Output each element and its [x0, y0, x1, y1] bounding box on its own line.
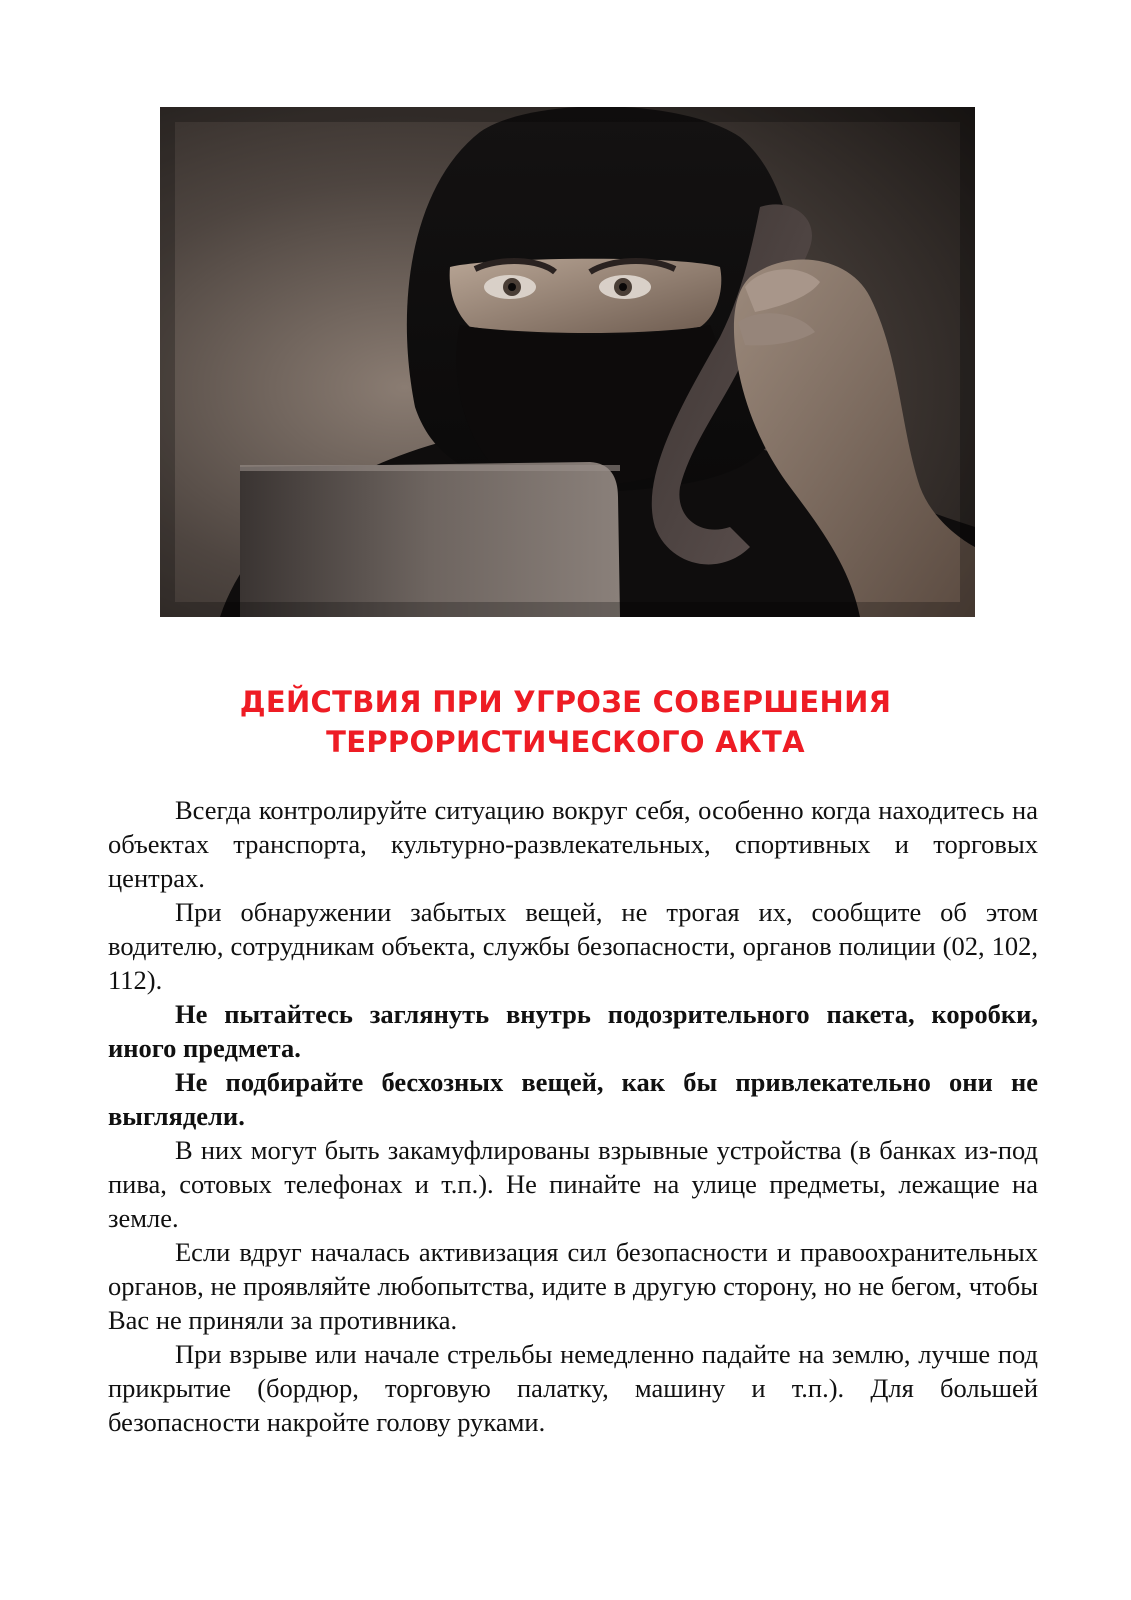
- title-line-1: ДЕЙСТВИЯ ПРИ УГРОЗЕ СОВЕРШЕНИЯ: [239, 685, 892, 719]
- masked-man-on-phone-photo: [160, 107, 975, 617]
- paragraph-security-activity: Если вдруг началась активизация сил безопасности и правоохранительных органов, не проявляйте любопытства, идите в другую сторону, но не бегом, чтобы Вас не приняли за противника.: [108, 1237, 1038, 1335]
- page-title: [0, 682, 1131, 762]
- paragraph-situation-awareness: Всегда контролируйте ситуацию вокруг себя, особенно когда находитесь на объектах транспорта, культурно-развлекательных, спортивных и торговых центрах.: [108, 795, 1038, 893]
- paragraph-do-not-pick-up: Не подбирайте бесхозных вещей, как бы привлекательно они не выглядели.: [108, 1067, 1038, 1131]
- instructions-text: [108, 793, 1038, 1439]
- paragraph-explosion-shooting: При взрыве или начале стрельбы немедленно падайте на землю, лучше под прикрытие (бордюр, торговую палатку, машину и т.п.). Для большей безопасности накройте голову руками.: [108, 1339, 1038, 1437]
- paragraph-disguised-devices: В них могут быть закамуфлированы взрывные устройства (в банках из-под пива, сотовых телефонах и т.п.). Не пинайте на улице предметы, лежащие на земле.: [108, 1135, 1038, 1233]
- paragraph-do-not-look-inside: Не пытайтесь заглянуть внутрь подозрительного пакета, коробки, иного предмета.: [108, 999, 1038, 1063]
- paragraph-report-forgotten-items: При обнаружении забытых вещей, не трогая их, сообщите об этом водителю, сотрудникам объекта, службы безопасности, органов полиции (02, 102, 112).: [108, 897, 1038, 995]
- title-line-2: ТЕРРОРИСТИЧЕСКОГО АКТА: [326, 725, 805, 759]
